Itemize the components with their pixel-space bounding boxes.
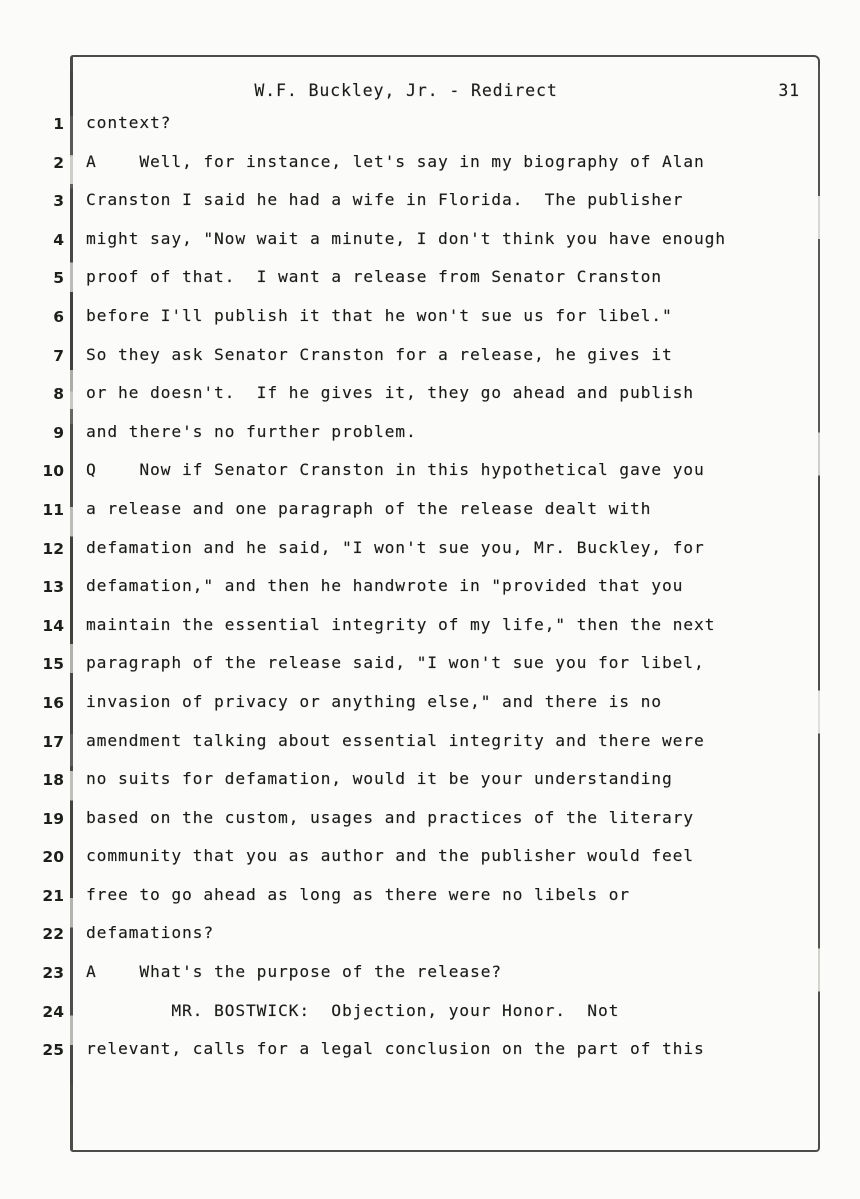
transcript-line [0,383,860,422]
line-text: Cranston I said he had a wife in Florida. The publisher [86,190,684,210]
line-text: might say, "Now wait a minute, I don't think you have enough [86,228,726,248]
line-number: 7 [53,346,64,365]
line-text: defamation," and then he handwrote in "provided that you [86,576,684,596]
transcript-line [0,576,860,615]
line-number: 23 [42,964,64,983]
transcript-line [0,113,860,152]
line-text: based on the custom, usages and practices of the literary [86,807,694,827]
line-number: 12 [42,539,64,558]
line-text: MR. BOSTWICK: Objection, your Honor. Not [86,1000,620,1020]
line-number: 22 [42,925,64,944]
line-text: relevant, calls for a legal conclusion on the part of this [86,1039,705,1059]
line-number: 25 [42,1041,64,1060]
line-number: 3 [53,192,64,211]
line-text: context? [86,113,172,132]
line-number: 18 [42,771,64,790]
line-number: 20 [42,848,64,867]
transcript-line [0,1039,860,1078]
line-number: 16 [42,693,64,712]
transcript-line [0,267,860,306]
transcript-line [0,731,860,770]
line-text: or he doesn't. If he gives it, they go ahead and publish [86,383,694,403]
line-text: A What's the purpose of the release? [86,962,502,982]
line-number: 8 [53,385,64,404]
transcript-line [0,499,860,538]
line-text: paragraph of the release said, "I won't sue you for libel, [86,653,705,673]
transcript-body [0,113,860,1078]
line-number: 6 [53,307,64,326]
line-text: defamations? [86,923,214,943]
transcript-header-title: W.F. Buckley, Jr. - Redirect [254,81,558,100]
line-number: 9 [53,423,64,442]
transcript-line [0,885,860,924]
transcript-line [0,923,860,962]
page-running-head [86,81,808,105]
line-text: A Well, for instance, let's say in my biography of Alan [86,151,705,171]
line-number: 11 [42,500,64,519]
transcript-line [0,538,860,577]
transcript-line [0,422,860,461]
line-text: defamation and he said, "I won't sue you, Mr. Buckley, for [86,537,705,557]
line-text: amendment talking about essential integrity and there were [86,730,705,750]
line-number: 17 [42,732,64,751]
transcript-line [0,692,860,731]
transcript-line [0,229,860,268]
transcript-line [0,615,860,654]
line-number: 2 [53,153,64,172]
transcript-line [0,653,860,692]
line-number: 13 [42,578,64,597]
transcript-line [0,1001,860,1040]
line-number: 4 [53,230,64,249]
transcript-line [0,808,860,847]
transcript-line [0,769,860,808]
transcript-line [0,306,860,345]
line-number: 10 [42,462,64,481]
transcript-line [0,460,860,499]
line-text: before I'll publish it that he won't sue us for libel." [86,305,673,325]
line-text: proof of that. I want a release from Senator Cranston [86,267,662,287]
page-number: 31 [778,81,800,100]
transcript-line [0,345,860,384]
line-text: So they ask Senator Cranston for a release, he gives it [86,344,673,364]
line-number: 15 [42,655,64,674]
transcript-line [0,190,860,229]
line-text: Q Now if Senator Cranston in this hypothetical gave you [86,460,705,480]
line-number: 1 [53,115,64,133]
line-number: 14 [42,616,64,635]
line-text: free to go ahead as long as there were no libels or [86,884,630,904]
line-number: 19 [42,809,64,828]
line-text: no suits for defamation, would it be your understanding [86,769,673,789]
line-text: invasion of privacy or anything else," and there is no [86,691,662,711]
line-number: 5 [53,269,64,288]
line-text: a release and one paragraph of the release dealt with [86,498,652,518]
line-text: and there's no further problem. [86,421,417,441]
line-number: 21 [42,886,64,905]
line-text: maintain the essential integrity of my life," then the next [86,614,716,634]
line-number: 24 [42,1002,64,1021]
transcript-line [0,152,860,191]
transcript-line [0,962,860,1001]
line-text: community that you as author and the publisher would feel [86,846,694,866]
transcript-line [0,846,860,885]
